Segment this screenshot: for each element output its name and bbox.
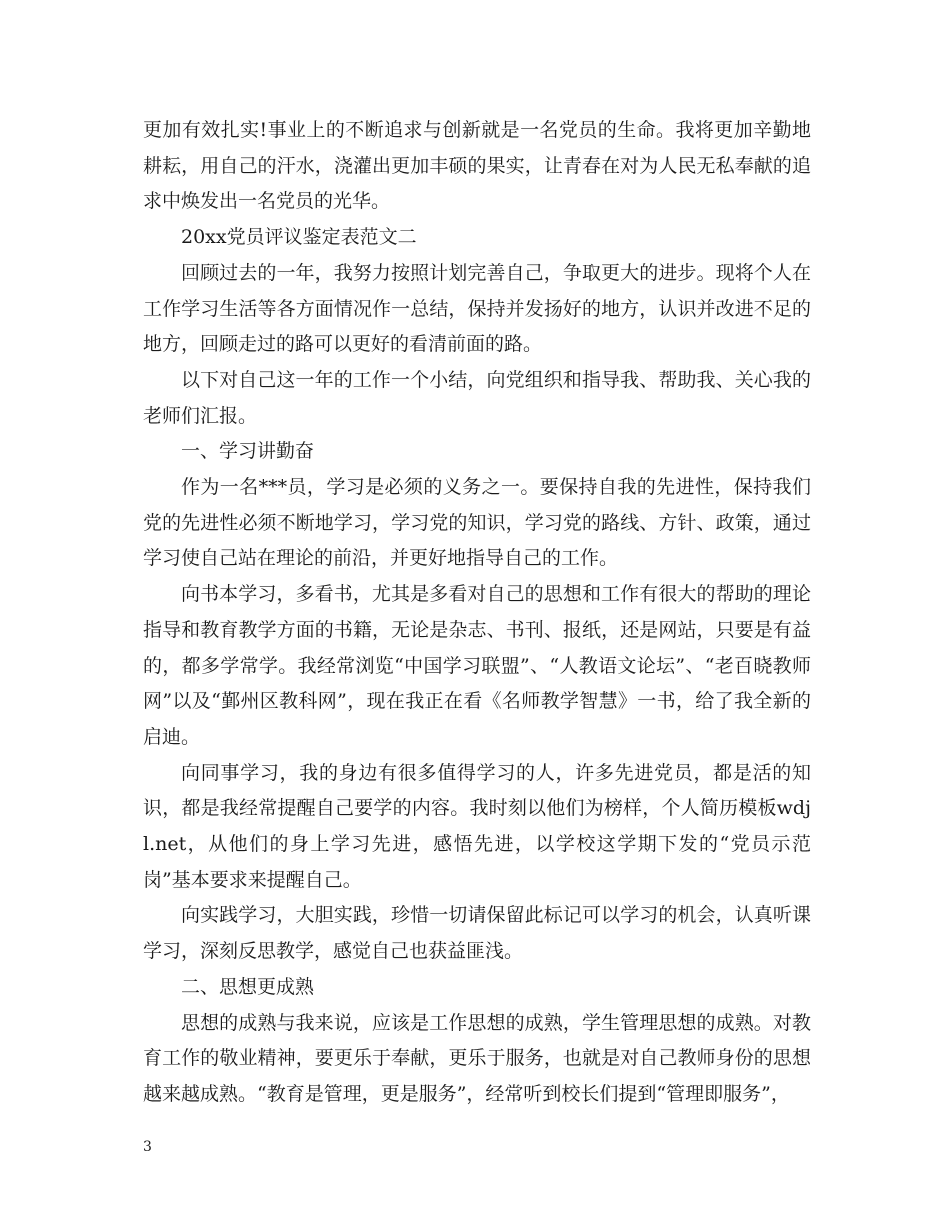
paragraph-learn-from-colleagues: 向同事学习，我的身边有很多值得学习的人，许多先进党员，都是活的知识，都是我经常提醒自己要学的内容。我时刻以他们为榜样，个人简历模板wdjl.net，从他们的身上学习先进，感悟先进，以学校这学期下发的“党员示范岗”基本要求来提醒自己。 — [143, 761, 811, 891]
paragraph-study-duty: 作为一名***员，学习是必须的义务之一。要保持自我的先进性，保持我们党的先进性必须不断地学习，学习党的知识，学习党的路线、方针、政策，通过学习使自己站在理论的前沿，并更好地指导自己的工作。 — [143, 476, 811, 570]
heading-mature-thinking: 二、思想更成熟 — [181, 975, 315, 998]
paragraph-1: 更加有效扎实!事业上的不断追求与创新就是一名党员的生命。我将更加辛勤地耕耘，用自己的汗水，浇灌出更加丰硕的果实，让青春在对为人民无私奉献的追求中焕发出一名党员的光华。 — [143, 119, 811, 213]
heading-study-diligence: 一、学习讲勤奋 — [181, 440, 315, 463]
paragraph-learn-from-books: 向书本学习，多看书，尤其是多看对自己的思想和工作有很大的帮助的理论指导和教育教学方面的书籍，无论是杂志、书刊、报纸，还是网站，只要是有益的，都多学常学。我经常浏览“中国学习联盟”、“人教语文论坛”、“老百晓教师网”以及“鄞州区教科网”，现在我正在看《名师教学智慧》一书，给了我全新的启迪。 — [143, 583, 811, 748]
document-body — [143, 113, 811, 1113]
section-title-example-two: 20xx党员评议鉴定表范文二 — [181, 226, 417, 249]
paragraph-summary-intro: 以下对自己这一年的工作一个小结，向党组织和指导我、帮助我、关心我的老师们汇报。 — [143, 368, 811, 427]
paragraph-review: 回顾过去的一年，我努力按照计划完善自己，争取更大的进步。现将个人在工作学习生活等各方面情况作一总结，保持并发扬好的地方，认识并改进不足的地方，回顾走过的路可以更好的看清前面的路。 — [143, 261, 811, 356]
paragraph-mature-thinking: 思想的成熟与我来说，应该是工作思想的成熟，学生管理思想的成熟。对教育工作的敬业精神，要更乐于奉献，更乐于服务，也就是对自己教师身份的思想越来越成熟。“教育是管理，更是服务”，经常听到校长们提到“管理即服务”， — [143, 1011, 811, 1105]
page-number: 3 — [143, 1139, 152, 1155]
paragraph-learn-from-practice: 向实践学习，大胆实践，珍惜一切请保留此标记可以学习的机会，认真听课学习，深刻反思教学，感觉自己也获益匪浅。 — [143, 904, 811, 963]
